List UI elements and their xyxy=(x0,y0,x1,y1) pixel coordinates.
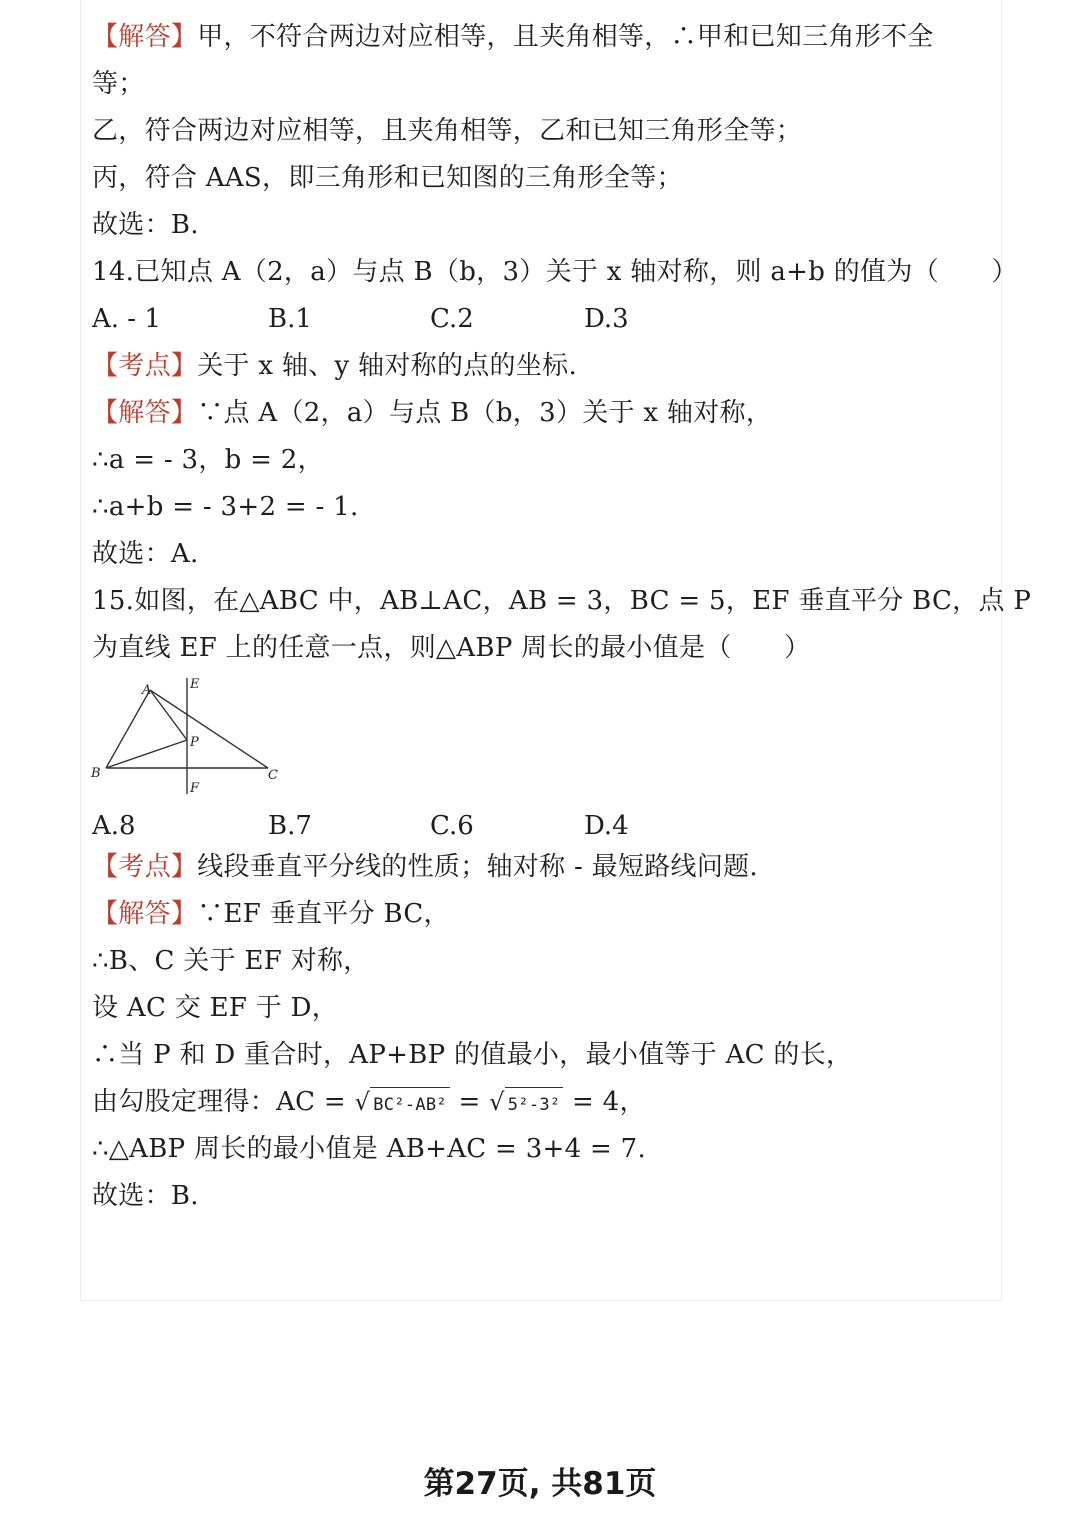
q14-option-b: B.1 xyxy=(268,304,312,334)
q14-answer-line-3: ∴a+b = - 3+2 = - 1. xyxy=(92,492,359,522)
answer-tag: 【解答】 xyxy=(92,22,198,52)
label-p: P xyxy=(190,735,199,750)
q15-answer-line-2: ∴B、C 关于 EF 对称， xyxy=(92,946,370,976)
label-b: B xyxy=(91,766,101,781)
q14-option-a: A. - 1 xyxy=(92,304,161,334)
q13-choose: 故选：B. xyxy=(92,210,199,240)
q14-option-d: D.3 xyxy=(584,304,629,334)
answer-tag: 【解答】 xyxy=(92,899,198,929)
q15-answer-line-3: 设 AC 交 EF 于 D， xyxy=(92,993,339,1023)
q15-answer-line-1: 【解答】∵EF 垂直平分 BC， xyxy=(92,899,450,929)
sqrt-sign: √ xyxy=(489,1088,505,1116)
q14-answer-line-2: ∴a = - 3，b = 2， xyxy=(92,445,324,475)
q15-answer-line-5: 由勾股定理得：AC = √ BC²-AB² = √ 5²-3² = 4， xyxy=(92,1085,646,1122)
q13-answer-line-4: 丙，符合 AAS，即三角形和已知图的三角形全等； xyxy=(92,163,683,193)
q15-kaodian: 【考点】线段垂直平分线的性质；轴对称 - 最短路线问题. xyxy=(92,852,758,882)
sqrt-expression-1: BC²-AB² xyxy=(370,1087,450,1122)
q14-stem: 14.已知点 A（2，a）与点 B（b，3）关于 x 轴对称，则 a+b 的值为（ ） xyxy=(92,257,1018,287)
q14-answer-line-1: 【解答】∵点 A（2，a）与点 B（b，3）关于 x 轴对称， xyxy=(92,398,773,428)
q14-kaodian: 【考点】关于 x 轴、y 轴对称的点的坐标. xyxy=(92,351,578,381)
label-a: A xyxy=(142,683,152,698)
q15-option-c: C.6 xyxy=(430,811,474,841)
q13-answer-line-3: 乙，符合两边对应相等，且夹角相等，乙和已知三角形全等； xyxy=(92,116,803,146)
q13-answer-line-1: 【解答】甲，不符合两边对应相等，且夹角相等，∴甲和已知三角形不全 xyxy=(92,22,934,52)
kaodian-tag: 【考点】 xyxy=(92,351,198,381)
answer-tag: 【解答】 xyxy=(92,398,198,428)
q15-option-a: A.8 xyxy=(92,811,136,841)
q13-answer-line-2: 等； xyxy=(92,69,145,99)
q15-stem-line-2: 为直线 EF 上的任意一点，则△ABP 周长的最小值是（ ） xyxy=(92,633,811,663)
page-number-footer: 第27页, 共81页 xyxy=(423,1466,657,1502)
segment-ba xyxy=(106,690,150,768)
label-c: C xyxy=(268,768,278,783)
q14-choose: 故选：A. xyxy=(92,539,199,569)
triangle-figure xyxy=(88,672,288,800)
segment-ap xyxy=(150,690,187,740)
q14-option-c: C.2 xyxy=(430,304,474,334)
q15-answer-line-4: ∴当 P 和 D 重合时，AP+BP 的值最小，最小值等于 AC 的长， xyxy=(92,1040,853,1070)
sqrt-expression-2: 5²-3² xyxy=(505,1087,564,1122)
segment-bp xyxy=(106,740,187,768)
kaodian-tag: 【考点】 xyxy=(92,852,198,882)
label-e: E xyxy=(190,677,200,692)
label-f: F xyxy=(190,781,200,796)
q15-option-b: B.7 xyxy=(268,811,312,841)
segment-ac xyxy=(150,690,268,768)
q15-stem-line-1: 15.如图，在△ABC 中，AB⊥AC，AB = 3，BC = 5，EF 垂直平分 BC，点 P xyxy=(92,586,1032,616)
sqrt-sign: √ xyxy=(354,1088,371,1116)
q15-choose: 故选：B. xyxy=(92,1181,199,1211)
q15-option-d: D.4 xyxy=(584,811,629,841)
q15-answer-line-6: ∴△ABP 周长的最小值是 AB+AC = 3+4 = 7. xyxy=(92,1134,647,1164)
